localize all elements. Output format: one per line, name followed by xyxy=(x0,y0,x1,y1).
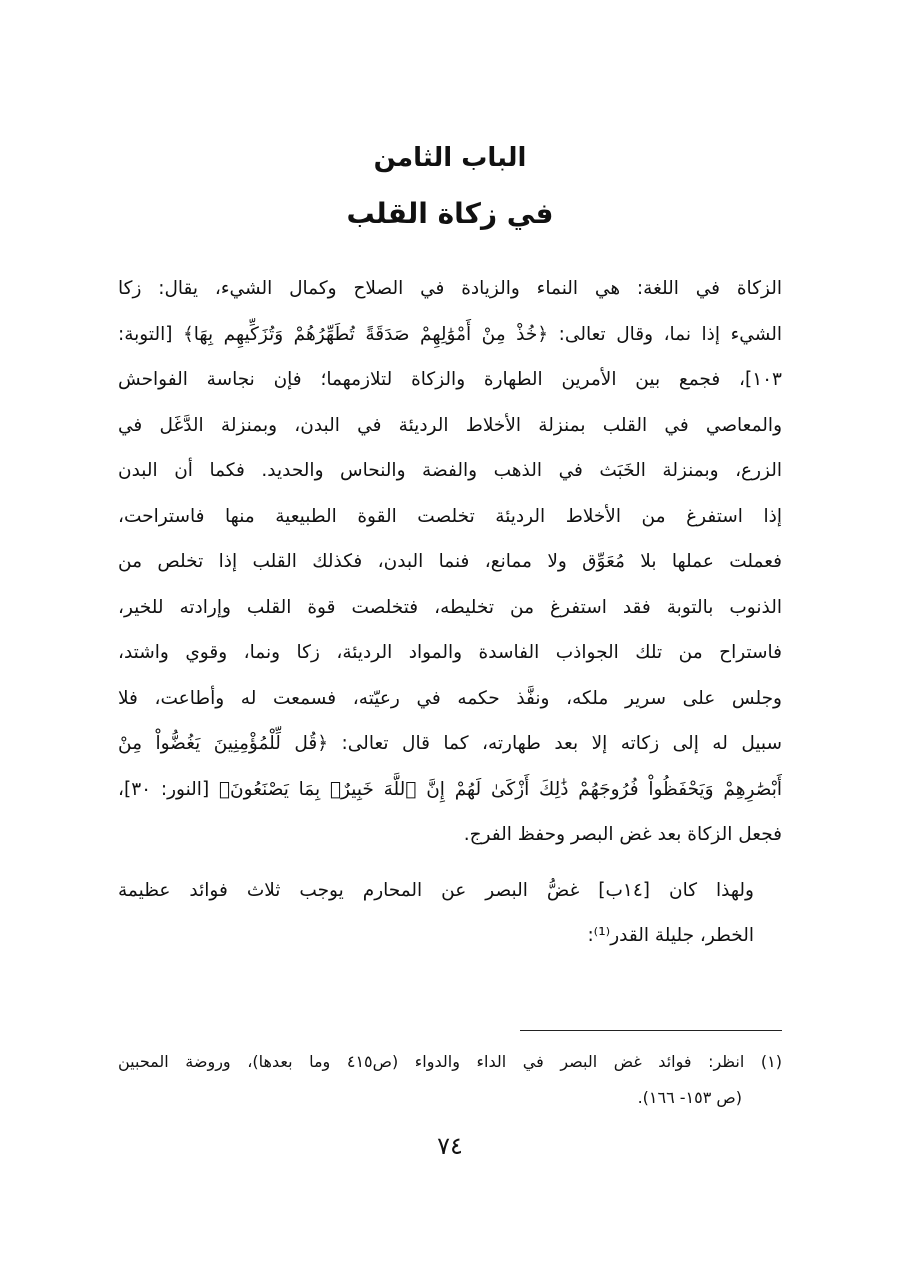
text-line: ولهذا كان [١٤ب] غضُّ البصر عن المحارم يوجب ثلاث فوائد عظيمة xyxy=(118,879,754,901)
footnote xyxy=(118,1044,782,1116)
text-line: فاستراح من تلك الجواذب الفاسدة والمواد الرديئة، زكا ونما، وقوي واشتد، xyxy=(118,642,782,663)
text-line: إذا استفرغ من الأخلاط الرديئة تخلصت القوة الطبيعية منها فاستراحت، xyxy=(118,505,782,527)
text-line: الخطر، جليلة القدر⁽¹⁾: xyxy=(587,925,754,946)
text-line: والمعاصي في القلب بمنزلة الأخلاط الرديئة في البدن، وبمنزلة الدَّغَل في xyxy=(118,414,782,436)
text-line: الزرع، وبمنزلة الخَبَث في الذهب والفضة والنحاس والحديد. فكما أن البدن xyxy=(118,460,782,481)
footnote-divider xyxy=(520,1030,782,1031)
footnote-line: (ص ١٥٣- ١٦٦). xyxy=(637,1088,742,1107)
text-line: وجلس على سرير ملكه، ونفَّذ حكمه في رعيّته، فسمعت له وأطاعت، فلا xyxy=(118,687,782,709)
footnote-line: (١) انظر: فوائد غض البصر في الداء والدواء (ص٤١٥ وما بعدها)، وروضة المحبين xyxy=(118,1052,782,1071)
text-line: سبيل له إلى زكاته إلا بعد طهارته، كما قال تعالى: ﴿قُل لِّلْمُؤْمِنِينَ يَغُضُّواْ مِنْ xyxy=(118,733,782,754)
page-number: ٧٤ xyxy=(437,1132,463,1160)
paragraph-1 xyxy=(118,266,782,858)
body-text xyxy=(118,266,782,959)
paragraph-2 xyxy=(118,868,782,959)
text-line: أَبْصَٰرِهِمْ وَيَحْفَظُواْ فُرُوجَهُمْ ذَٰلِكَ أَزْكَىٰ لَهُمْ إِنَّ ٱللَّهَ خَبِيرٌۢ بِمَا يَصْنَعُونَ﴾ [النور: ٣٠]، xyxy=(118,778,782,800)
text-line: الزكاة في اللغة: هي النماء والزيادة في الصلاح وكمال الشيء، يقال: زكا xyxy=(118,278,782,299)
text-line: فجعل الزكاة بعد غض البصر وحفظ الفرج. xyxy=(463,824,782,845)
text-line: الذنوب بالتوبة فقد استفرغ من تخليطه، فتخلصت قوة القلب وإرادته للخير، xyxy=(118,596,782,618)
chapter-title: الباب الثامن xyxy=(373,143,527,173)
text-line: الشيء إذا نما، وقال تعالى: ﴿خُذْ مِنْ أَمْوَٰلِهِمْ صَدَقَةً تُطَهِّرُهُمْ وَتُزَكِّيهِم بِهَا﴾ [التوبة: xyxy=(118,323,782,345)
text-line: ١٠٣]، فجمع بين الأمرين الطهارة والزكاة لتلازمهما؛ فإن نجاسة الفواحش xyxy=(118,369,782,390)
text-line: فعملت عملها بلا مُعَوِّق ولا ممانع، فنما البدن، فكذلك القلب إذا تخلص من xyxy=(118,551,782,572)
chapter-subtitle: في زكاة القلب xyxy=(346,197,554,230)
